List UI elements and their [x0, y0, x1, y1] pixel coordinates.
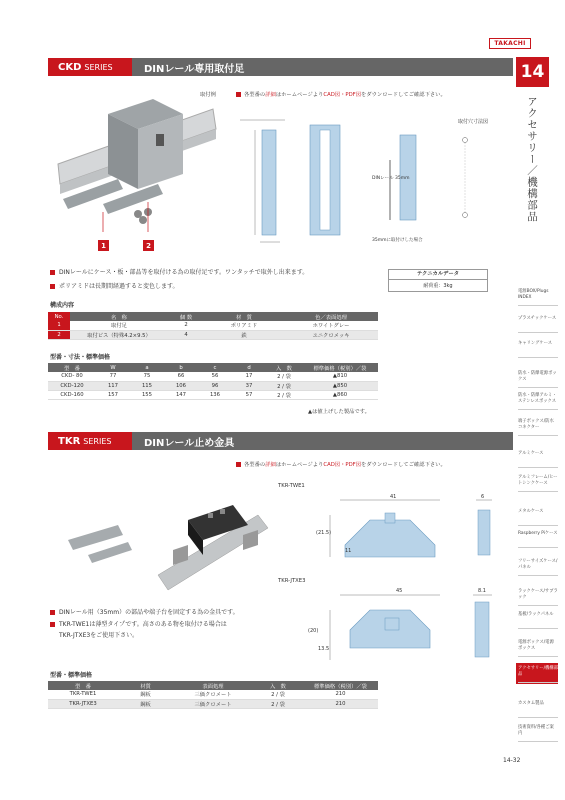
cell: 2 — [48, 330, 70, 339]
col-qty: 入 数 — [266, 363, 302, 372]
cell: 2 / 袋 — [266, 372, 302, 381]
tkr-model1-label: TKR-TWE1 — [278, 483, 305, 489]
table-row — [48, 390, 378, 399]
cell: 77 — [96, 372, 130, 381]
page-number: 14-32 — [503, 757, 521, 764]
cell: ▲810 — [302, 372, 378, 381]
sidebar-item[interactable]: プラスチックケース — [518, 316, 557, 321]
tkr-series-title: DINレール止め金具 — [144, 437, 235, 449]
ckd-example-label: 取付例 — [200, 92, 216, 98]
mount-label: 35mmに取付けした場合 — [372, 238, 423, 243]
sidebar-item[interactable]: アルミフレーム/ヒートシンクケース — [518, 475, 558, 486]
ckd-series-title: DINレール専用取付足 — [144, 63, 245, 75]
tkr-jtxe3-drawing — [300, 590, 500, 670]
cell: 37 — [232, 381, 266, 390]
cell: 取付ビス（特殊4.2×9.5） — [70, 330, 168, 339]
table-row — [48, 381, 378, 390]
col-qty: 入 数 — [253, 681, 303, 690]
ckd-series-tag: CKD SERIES — [48, 58, 132, 76]
sidebar-item[interactable]: カスタム製品 — [518, 701, 544, 706]
cell: 2 — [168, 321, 204, 330]
sidebar-item[interactable]: フリーサイズケース/パネル — [518, 559, 558, 570]
cell: 115 — [130, 381, 164, 390]
tkr-download-note: 各型番の詳細はホームページよりCAD図・PDF図をダウンロードしてご確認下さい。 — [236, 460, 446, 468]
sidebar-item[interactable]: 技術資料/各種ご案内 — [518, 725, 554, 736]
ckd-drawing-front — [240, 110, 355, 250]
sidebar-item[interactable]: 防水・防爆電源ボックス — [518, 371, 557, 382]
ckd-price-table — [48, 363, 378, 400]
cell: 155 — [130, 390, 164, 399]
tkr1-dim-s: 11 — [345, 548, 352, 554]
sidebar-divider — [518, 467, 558, 468]
cell: 75 — [130, 372, 164, 381]
cell: 取付足 — [70, 321, 168, 330]
col-model: 型 番 — [48, 363, 96, 372]
tech-data-value: 耐荷重：3kg — [423, 283, 453, 289]
tkr2-dim-s: 13.5 — [318, 646, 330, 652]
contents-title: 構成内容 — [50, 302, 75, 309]
cell: 56 — [198, 372, 232, 381]
col-no: No. — [48, 312, 70, 321]
sidebar-divider — [518, 682, 558, 683]
sidebar-item[interactable]: ラックケース/サブラック — [518, 589, 558, 600]
sidebar-item[interactable]: 電源ボックス/電源ボックス — [518, 640, 554, 651]
sidebar-divider — [518, 741, 558, 742]
callout-1: 1 — [98, 240, 109, 251]
sidebar-item[interactable]: 基板/ラックパネル — [518, 612, 554, 617]
col-c: c — [198, 363, 232, 372]
sidebar-divider — [518, 575, 558, 576]
col-material: 材質 — [118, 681, 173, 690]
tech-data-box — [388, 269, 488, 292]
cell: ホワイトグレー — [284, 321, 378, 330]
tkr2-dim-w: 45 — [396, 588, 403, 594]
table-row — [48, 690, 378, 699]
cell: 117 — [96, 381, 130, 390]
contents-table — [48, 312, 378, 340]
cell: 三価クロメート — [173, 699, 253, 708]
cell: 2 / 袋 — [266, 381, 302, 390]
cell: 147 — [164, 390, 198, 399]
tkr-price-title: 型番・標準価格 — [50, 672, 93, 679]
price-header-row — [48, 681, 378, 690]
sidebar-divider — [518, 656, 558, 657]
tkr-bullet-3: TKR-JTXE3をご使用下さい。 — [59, 632, 139, 639]
sidebar-divider — [518, 547, 558, 548]
ckd-series-bar — [48, 58, 513, 76]
cell: 鋼板 — [118, 699, 173, 708]
cell: 136 — [198, 390, 232, 399]
table-row — [48, 699, 378, 708]
ckd-download-note: 各型番の詳細はホームページよりCAD図・PDF図をダウンロードしてご確認下さい。 — [236, 90, 446, 98]
col-qty: 個 数 — [168, 312, 204, 321]
sidebar-item[interactable]: アルミケース — [518, 451, 544, 456]
sidebar-divider — [518, 409, 558, 410]
cell: ▲850 — [302, 381, 378, 390]
cell: 210 — [303, 690, 378, 699]
cell: 96 — [198, 381, 232, 390]
contents-header-row — [48, 312, 378, 321]
cell: 2 / 袋 — [266, 390, 302, 399]
rail-label: DINレール 35mm — [372, 176, 410, 181]
tkr2-dim-d: 8.1 — [478, 588, 486, 594]
tkr1-dim-d: 6 — [481, 494, 485, 500]
sidebar-divider — [518, 491, 558, 492]
tkr-series-tag: TKR SERIES — [48, 432, 132, 450]
cell: CKD- 80 — [48, 372, 96, 381]
ckd-bullet-1: DINレールにケース・板・部品等を取付ける為の取付足です。ワンタッチで取外し出来ます。 — [50, 267, 308, 278]
tkr-product-photo — [48, 480, 278, 600]
col-w: W — [96, 363, 130, 372]
sidebar-item[interactable]: 端子ボックス/防水コネクター — [518, 419, 554, 430]
sidebar-item[interactable]: Raspberry Piケース — [518, 531, 558, 536]
sidebar-item[interactable]: メタルケース — [518, 509, 544, 514]
col-finish: 色／表面処理 — [284, 312, 378, 321]
cell: 210 — [303, 699, 378, 708]
cell: 1 — [48, 321, 70, 330]
col-material: 材 質 — [204, 312, 284, 321]
tkr-bullet-2: TKR-TWE1は薄型タイプです。高さのある物を取付ける場合は — [50, 619, 227, 630]
price-header-row — [48, 363, 378, 372]
cell: 鋼板 — [118, 690, 173, 699]
sidebar-divider — [518, 435, 558, 436]
tkr-series-bar — [48, 432, 513, 450]
cell: 106 — [164, 381, 198, 390]
cell: CKD-160 — [48, 390, 96, 399]
col-price: 標準価格（税別）／袋 — [302, 363, 378, 372]
sidebar-divider — [518, 332, 558, 333]
cell: ▲860 — [302, 390, 378, 399]
col-d: d — [232, 363, 266, 372]
cell: 鉄 — [204, 330, 284, 339]
tkr2-dim-h: (20) — [308, 628, 319, 634]
sidebar-divider — [518, 387, 558, 388]
chapter-number: 14 — [516, 57, 549, 87]
ckd-product-photo — [48, 84, 223, 259]
sidebar-item[interactable]: アクセサリー/機構部品 — [518, 666, 558, 677]
col-a: a — [130, 363, 164, 372]
sidebar-item[interactable]: 電源BOX/Plugs INDEX — [518, 289, 549, 300]
sidebar-divider — [518, 305, 558, 306]
cell: 17 — [232, 372, 266, 381]
tkr1-dim-w: 41 — [390, 494, 397, 500]
hole-label: 取付穴寸法図 — [458, 119, 489, 125]
tkr-model2-label: TKR-JTXE3 — [278, 578, 306, 584]
ckd-bullet-2: ポリアミドは長期間経過すると変色します。 — [50, 281, 179, 292]
tkr-bullet-1: DINレール用（35mm）の部品や端子台を固定する為の金具です。 — [50, 607, 239, 618]
table-row — [48, 330, 378, 339]
tkr-price-table — [48, 681, 378, 709]
cell: 57 — [232, 390, 266, 399]
cell: 2 / 袋 — [253, 699, 303, 708]
callout-2: 2 — [143, 240, 154, 251]
cell: ポリアミド — [204, 321, 284, 330]
cell: CKD-120 — [48, 381, 96, 390]
col-model: 型 番 — [48, 681, 118, 690]
sidebar-divider — [518, 605, 558, 606]
cell: 2 / 袋 — [253, 690, 303, 699]
col-finish: 表面処理 — [173, 681, 253, 690]
chapter-title: アクセサリー／機構部品 — [526, 96, 538, 223]
cell: ユニクロメッキ — [284, 330, 378, 339]
cell: 三価クロメート — [173, 690, 253, 699]
sidebar-item[interactable]: 防水・防爆アルミ・ステンレスボックス — [518, 393, 557, 404]
sidebar-divider — [518, 628, 558, 629]
cell: 4 — [168, 330, 204, 339]
tech-data-title: テクニカルデータ — [389, 270, 487, 280]
col-name: 名 称 — [70, 312, 168, 321]
cell: 157 — [96, 390, 130, 399]
ckd-drawing-side — [365, 130, 485, 250]
col-price: 標準価格（税別）／袋 — [303, 681, 378, 690]
sidebar-divider — [518, 357, 558, 358]
ckd-price-note: ▲は値上げした製品です。 — [308, 409, 370, 415]
cell: TKR-TWE1 — [48, 690, 118, 699]
sidebar-divider — [518, 525, 558, 526]
cell: TKR-JTXE3 — [48, 699, 118, 708]
tkr1-dim-h: (21.5) — [316, 530, 332, 536]
table-row — [48, 372, 378, 381]
sidebar-item[interactable]: キャリングケース — [518, 341, 553, 346]
sidebar-divider — [518, 717, 558, 718]
ckd-price-title: 型番・寸法・標準価格 — [50, 354, 111, 361]
cell: 66 — [164, 372, 198, 381]
table-row — [48, 321, 378, 330]
brand-logo: TAKACHI — [489, 38, 531, 49]
col-b: b — [164, 363, 198, 372]
